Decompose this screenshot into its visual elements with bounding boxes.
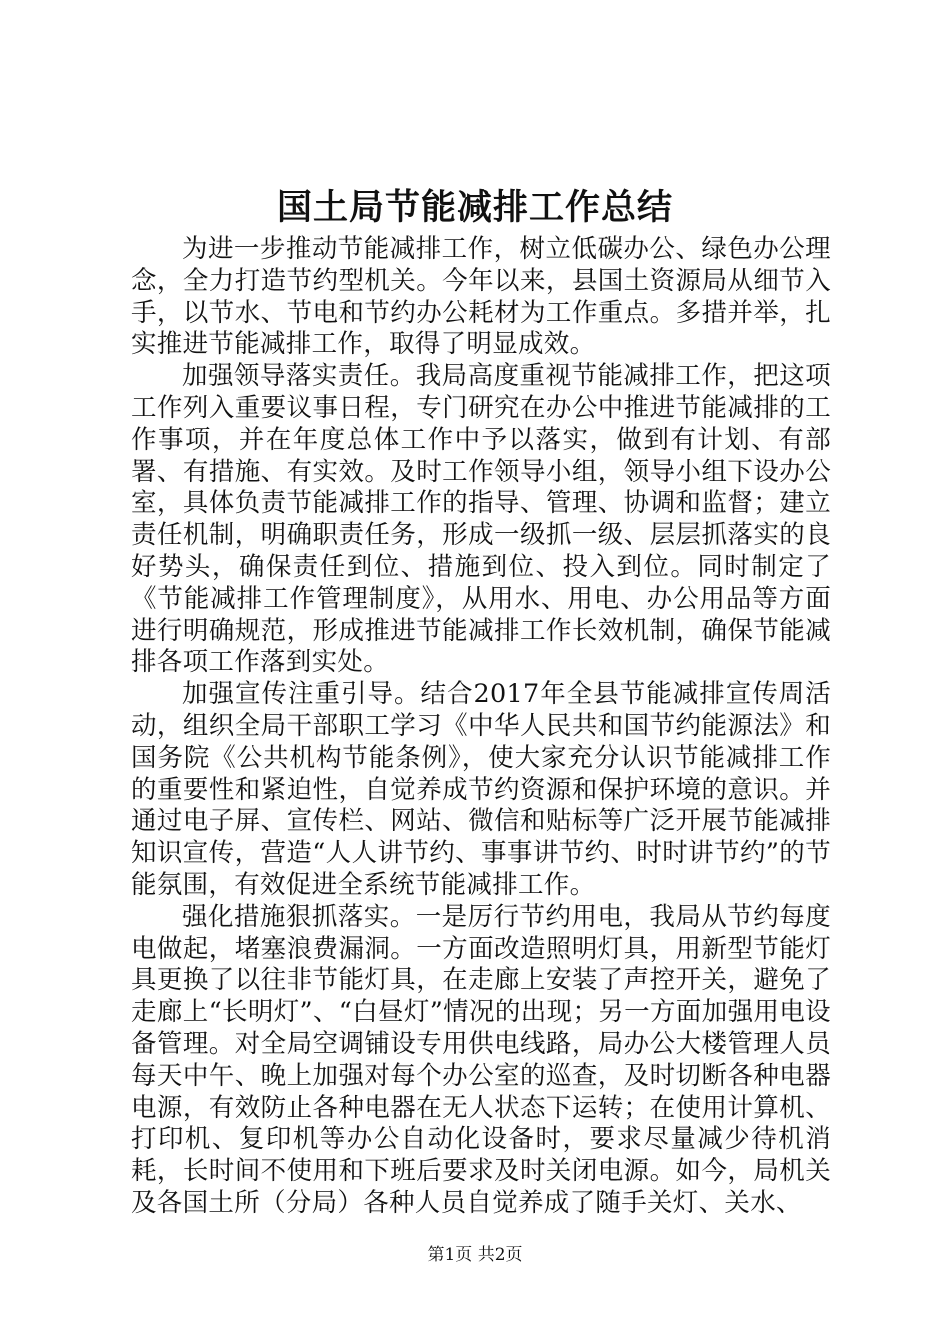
paragraph-measures: 强化措施狠抓落实。一是厉行节约用电，我局从节约每度电做起，堵塞浪费漏洞。一方面改造照明灯具，用新型节能灯具更换了以往非节能灯具，在走廊上安装了声控开关，避免了走廊上“长明灯”、“白昼灯”情况的出现；另一方面加强用电设备管理。对全局空调铺设专用供电线路，局办公大楼管理人员每天中午、晚上加强对每个办公室的巡查，及时切断各种电器电源，有效防止各种电器在无人状态下运转；在使用计算机、打印机、复印机等办公自动化设备时，要求尽量减少待机消耗，长时间不使用和下班后要求及时关闭电源。如今，局机关及各国土所（分局）各种人员自觉养成了随手关灯、关水、	[131, 901, 831, 1218]
document-body	[131, 234, 831, 1220]
document-title: 国土局节能减排工作总结	[276, 188, 673, 228]
page-number-footer: 第1页 共2页	[427, 1245, 523, 1265]
paragraph-leadership: 加强领导落实责任。我局高度重视节能减排工作，把这项工作列入重要议事日程，专门研究在办公中推进节能减排的工作事项，并在年度总体工作中予以落实，做到有计划、有部署、有措施、有实效。及时工作领导小组，领导小组下设办公室，具体负责节能减排工作的指导、管理、协调和监督；建立责任机制，明确职责任务，形成一级抓一级、层层抓落实的良好势头，确保责任到位、措施到位、投入到位。同时制定了《节能减排工作管理制度》，从用水、用电、办公用品等方面进行明确规范，形成推进节能减排工作长效机制，确保节能减排各项工作落到实处。	[131, 361, 831, 678]
paragraph-intro: 为进一步推动节能减排工作，树立低碳办公、绿色办公理念，全力打造节约型机关。今年以来，县国土资源局从细节入手，以节水、节电和节约办公耗材为工作重点。多措并举，扎实推进节能减排工作，取得了明显成效。	[131, 234, 831, 360]
paragraph-publicity: 加强宣传注重引导。结合2017年全县节能减排宣传周活动，组织全局干部职工学习《中华人民共和国节约能源法》和国务院《公共机构节能条例》，使大家充分认识节能减排工作的重要性和紧迫性，自觉养成节约资源和保护环境的意识。并通过电子屏、宣传栏、网站、微信和贴标等广泛开展节能减排知识宣传，营造“人人讲节约、事事讲节约、时时讲节约”的节能氛围，有效促进全系统节能减排工作。	[131, 679, 831, 900]
